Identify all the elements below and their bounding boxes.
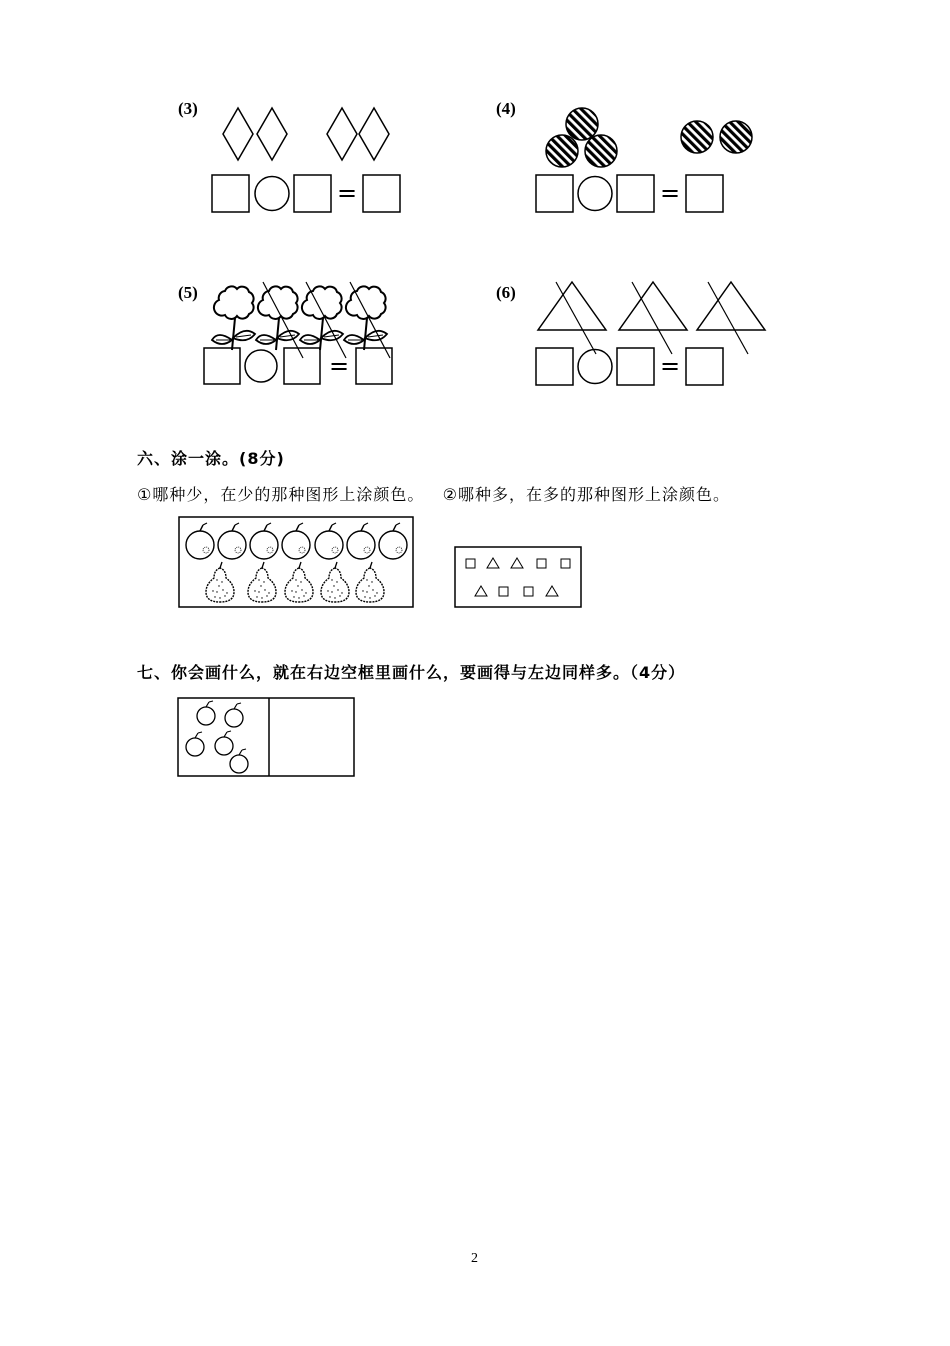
apple-icon: [186, 523, 214, 559]
problem-4-striped-circles: [540, 104, 780, 169]
triangle-icon: [546, 586, 558, 596]
operator-circle: [578, 177, 612, 211]
answer-box: [284, 348, 320, 384]
cross-out-line: [632, 282, 672, 354]
flower-icon: [212, 286, 255, 350]
triangle-icon: [475, 586, 487, 596]
problem-4-equation[interactable]: [534, 173, 734, 215]
answer-box: [617, 348, 654, 385]
section-6-instruction: ①哪种少，在少的那种图形上涂颜色。 ②哪种多，在多的那种图形上涂颜色。: [137, 485, 730, 504]
equals-sign: =: [659, 179, 681, 207]
pear-icon: [285, 562, 313, 602]
diamond-icon: [223, 108, 253, 160]
triangle-icon: [538, 282, 606, 330]
triangle-icon: [487, 558, 499, 568]
drawing-box[interactable]: [177, 697, 355, 777]
fruit-box[interactable]: [178, 516, 414, 608]
problem-5-equation[interactable]: [202, 346, 402, 388]
flower-icon: [256, 286, 299, 350]
apple-icon: [197, 701, 215, 725]
square-icon: [537, 559, 546, 568]
answer-box: [536, 348, 573, 385]
pear-icon: [248, 562, 276, 602]
diamond-icon: [359, 108, 389, 160]
apple-icon: [186, 732, 204, 756]
equals-sign: =: [336, 179, 358, 207]
square-icon: [561, 559, 570, 568]
section-6-title: 六、涂一涂。(8分): [137, 449, 285, 468]
apple-icon: [379, 523, 407, 559]
problem-5-label: (5): [178, 283, 198, 302]
empty-drawing-area: [270, 699, 353, 775]
problem-3-diamonds: [218, 104, 398, 164]
answer-box: [536, 175, 573, 212]
pear-icon: [206, 562, 234, 602]
page-number: 2: [471, 1251, 478, 1266]
striped-circle-icon: [566, 108, 598, 140]
operator-circle: [578, 350, 612, 384]
apple-icon: [215, 731, 233, 755]
answer-box: [363, 175, 400, 212]
cross-out-line: [708, 282, 748, 354]
pear-icon: [356, 562, 384, 602]
answer-box: [204, 348, 240, 384]
striped-circle-icon: [546, 135, 578, 167]
problem-6-label: (6): [496, 283, 516, 302]
section-7-title: 七、你会画什么，就在右边空框里画什么，要画得与左边同样多。（4分）: [137, 663, 686, 682]
apple-icon: [315, 523, 343, 559]
apple-icon: [225, 703, 243, 727]
problem-4-label: (4): [496, 99, 516, 118]
answer-box: [686, 175, 723, 212]
problem-6-equation[interactable]: [534, 346, 734, 388]
answer-box: [294, 175, 331, 212]
apple-icon: [250, 523, 278, 559]
diamond-icon: [327, 108, 357, 160]
striped-circle-icon: [681, 121, 713, 153]
cross-out-line: [556, 282, 596, 354]
square-icon: [499, 587, 508, 596]
square-icon: [524, 587, 533, 596]
striped-circle-icon: [585, 135, 617, 167]
answer-box: [686, 348, 723, 385]
apple-icon: [282, 523, 310, 559]
answer-box: [356, 348, 392, 384]
equals-sign: =: [328, 352, 350, 380]
square-icon: [466, 559, 475, 568]
triangle-icon: [619, 282, 687, 330]
apple-icon: [230, 749, 248, 773]
striped-circle-icon: [720, 121, 752, 153]
problem-3-label: (3): [178, 99, 198, 118]
apple-icon: [347, 523, 375, 559]
diamond-icon: [257, 108, 287, 160]
operator-circle: [255, 177, 289, 211]
answer-box: [617, 175, 654, 212]
operator-circle: [245, 350, 277, 382]
answer-box: [212, 175, 249, 212]
apple-icon: [218, 523, 246, 559]
triangle-icon: [511, 558, 523, 568]
problem-3-equation[interactable]: [210, 173, 410, 215]
pear-icon: [321, 562, 349, 602]
equals-sign: =: [659, 352, 681, 380]
shapes-box[interactable]: [454, 546, 582, 608]
